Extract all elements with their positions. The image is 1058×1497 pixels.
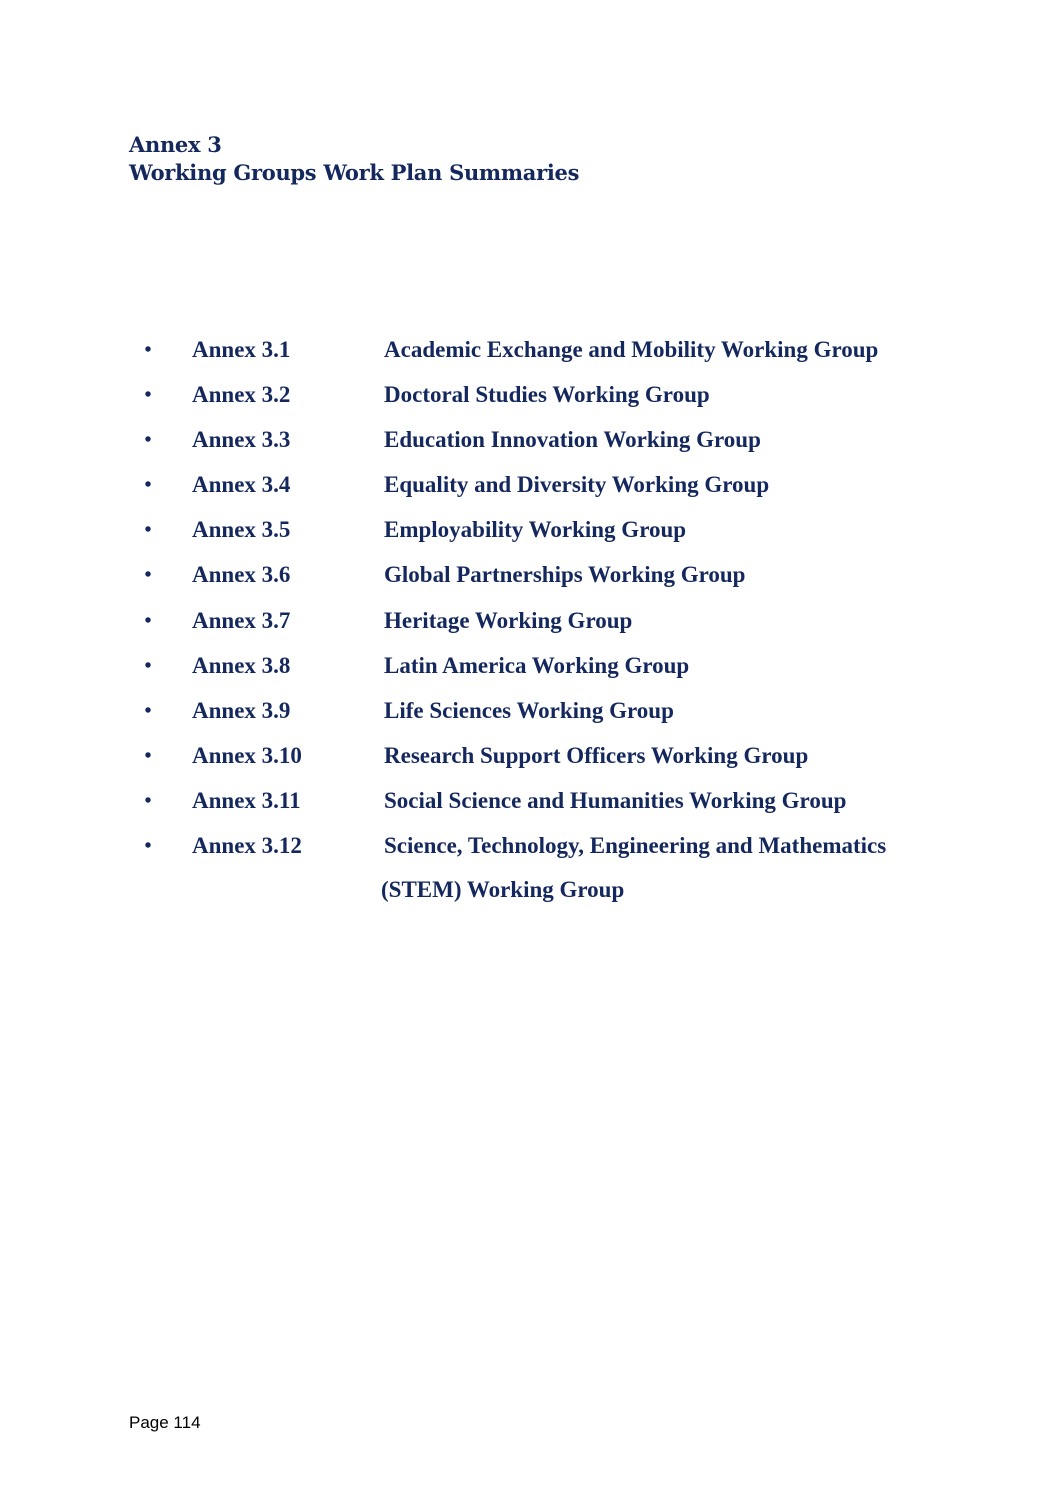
annex-group-title: Latin America Working Group (384, 653, 690, 678)
annex-number: Annex 3.9 (192, 698, 291, 723)
list-item (0, 424, 1058, 456)
list-item (0, 379, 1058, 411)
list-item (0, 559, 1058, 591)
bullet-icon: • (144, 339, 152, 361)
list-item (0, 830, 1058, 862)
annex-number: Annex 3.11 (192, 788, 301, 813)
annex-number: Annex 3.8 (192, 653, 291, 678)
annex-number: Annex 3.5 (192, 517, 291, 542)
bullet-icon: • (144, 790, 152, 812)
list-item (0, 740, 1058, 772)
annex-group-title: Heritage Working Group (384, 608, 633, 633)
list-item (0, 785, 1058, 817)
bullet-icon: • (144, 384, 152, 406)
list-item-continuation (0, 874, 1058, 906)
annex-number: Annex 3.7 (192, 608, 291, 633)
list-item (0, 695, 1058, 727)
annex-group-title: Doctoral Studies Working Group (384, 382, 710, 407)
page-number: Page 114 (129, 1413, 201, 1432)
list-item (0, 334, 1058, 366)
bullet-icon: • (144, 655, 152, 677)
list-item (0, 605, 1058, 637)
bullet-icon: • (144, 745, 152, 767)
annex-group-title: Employability Working Group (384, 517, 687, 542)
annex-subtitle: Working Groups Work Plan Summaries (129, 160, 580, 185)
annex-number: Annex 3.12 (192, 833, 302, 858)
bullet-icon: • (144, 429, 152, 451)
annex-group-title: Global Partnerships Working Group (384, 562, 746, 587)
annex-group-title: Equality and Diversity Working Group (384, 472, 770, 497)
annex-heading (129, 131, 579, 187)
annex-number: Annex 3.10 (192, 743, 302, 768)
annex-group-title: Education Innovation Working Group (384, 427, 761, 452)
bullet-icon: • (144, 835, 152, 857)
list-item (0, 514, 1058, 546)
list-item (0, 469, 1058, 501)
annex-number: Annex 3.4 (192, 472, 291, 497)
annex-group-title-continuation: (STEM) Working Group (381, 877, 625, 902)
bullet-icon: • (144, 519, 152, 541)
bullet-icon: • (144, 474, 152, 496)
annex-number: Annex 3.3 (192, 427, 291, 452)
annex-group-title: Life Sciences Working Group (384, 698, 674, 723)
annex-group-title: Science, Technology, Engineering and Mathematics (384, 833, 887, 858)
annex-number: Annex 3.1 (192, 337, 291, 362)
bullet-icon: • (144, 610, 152, 632)
annex-number: Annex 3.6 (192, 562, 291, 587)
bullet-icon: • (144, 700, 152, 722)
annex-group-title: Social Science and Humanities Working Group (384, 788, 847, 813)
list-item (0, 650, 1058, 682)
annex-title: Annex 3 (129, 132, 222, 157)
bullet-icon: • (144, 564, 152, 586)
annex-number: Annex 3.2 (192, 382, 291, 407)
annex-group-title: Academic Exchange and Mobility Working Group (384, 337, 879, 362)
annex-group-title: Research Support Officers Working Group (384, 743, 809, 768)
